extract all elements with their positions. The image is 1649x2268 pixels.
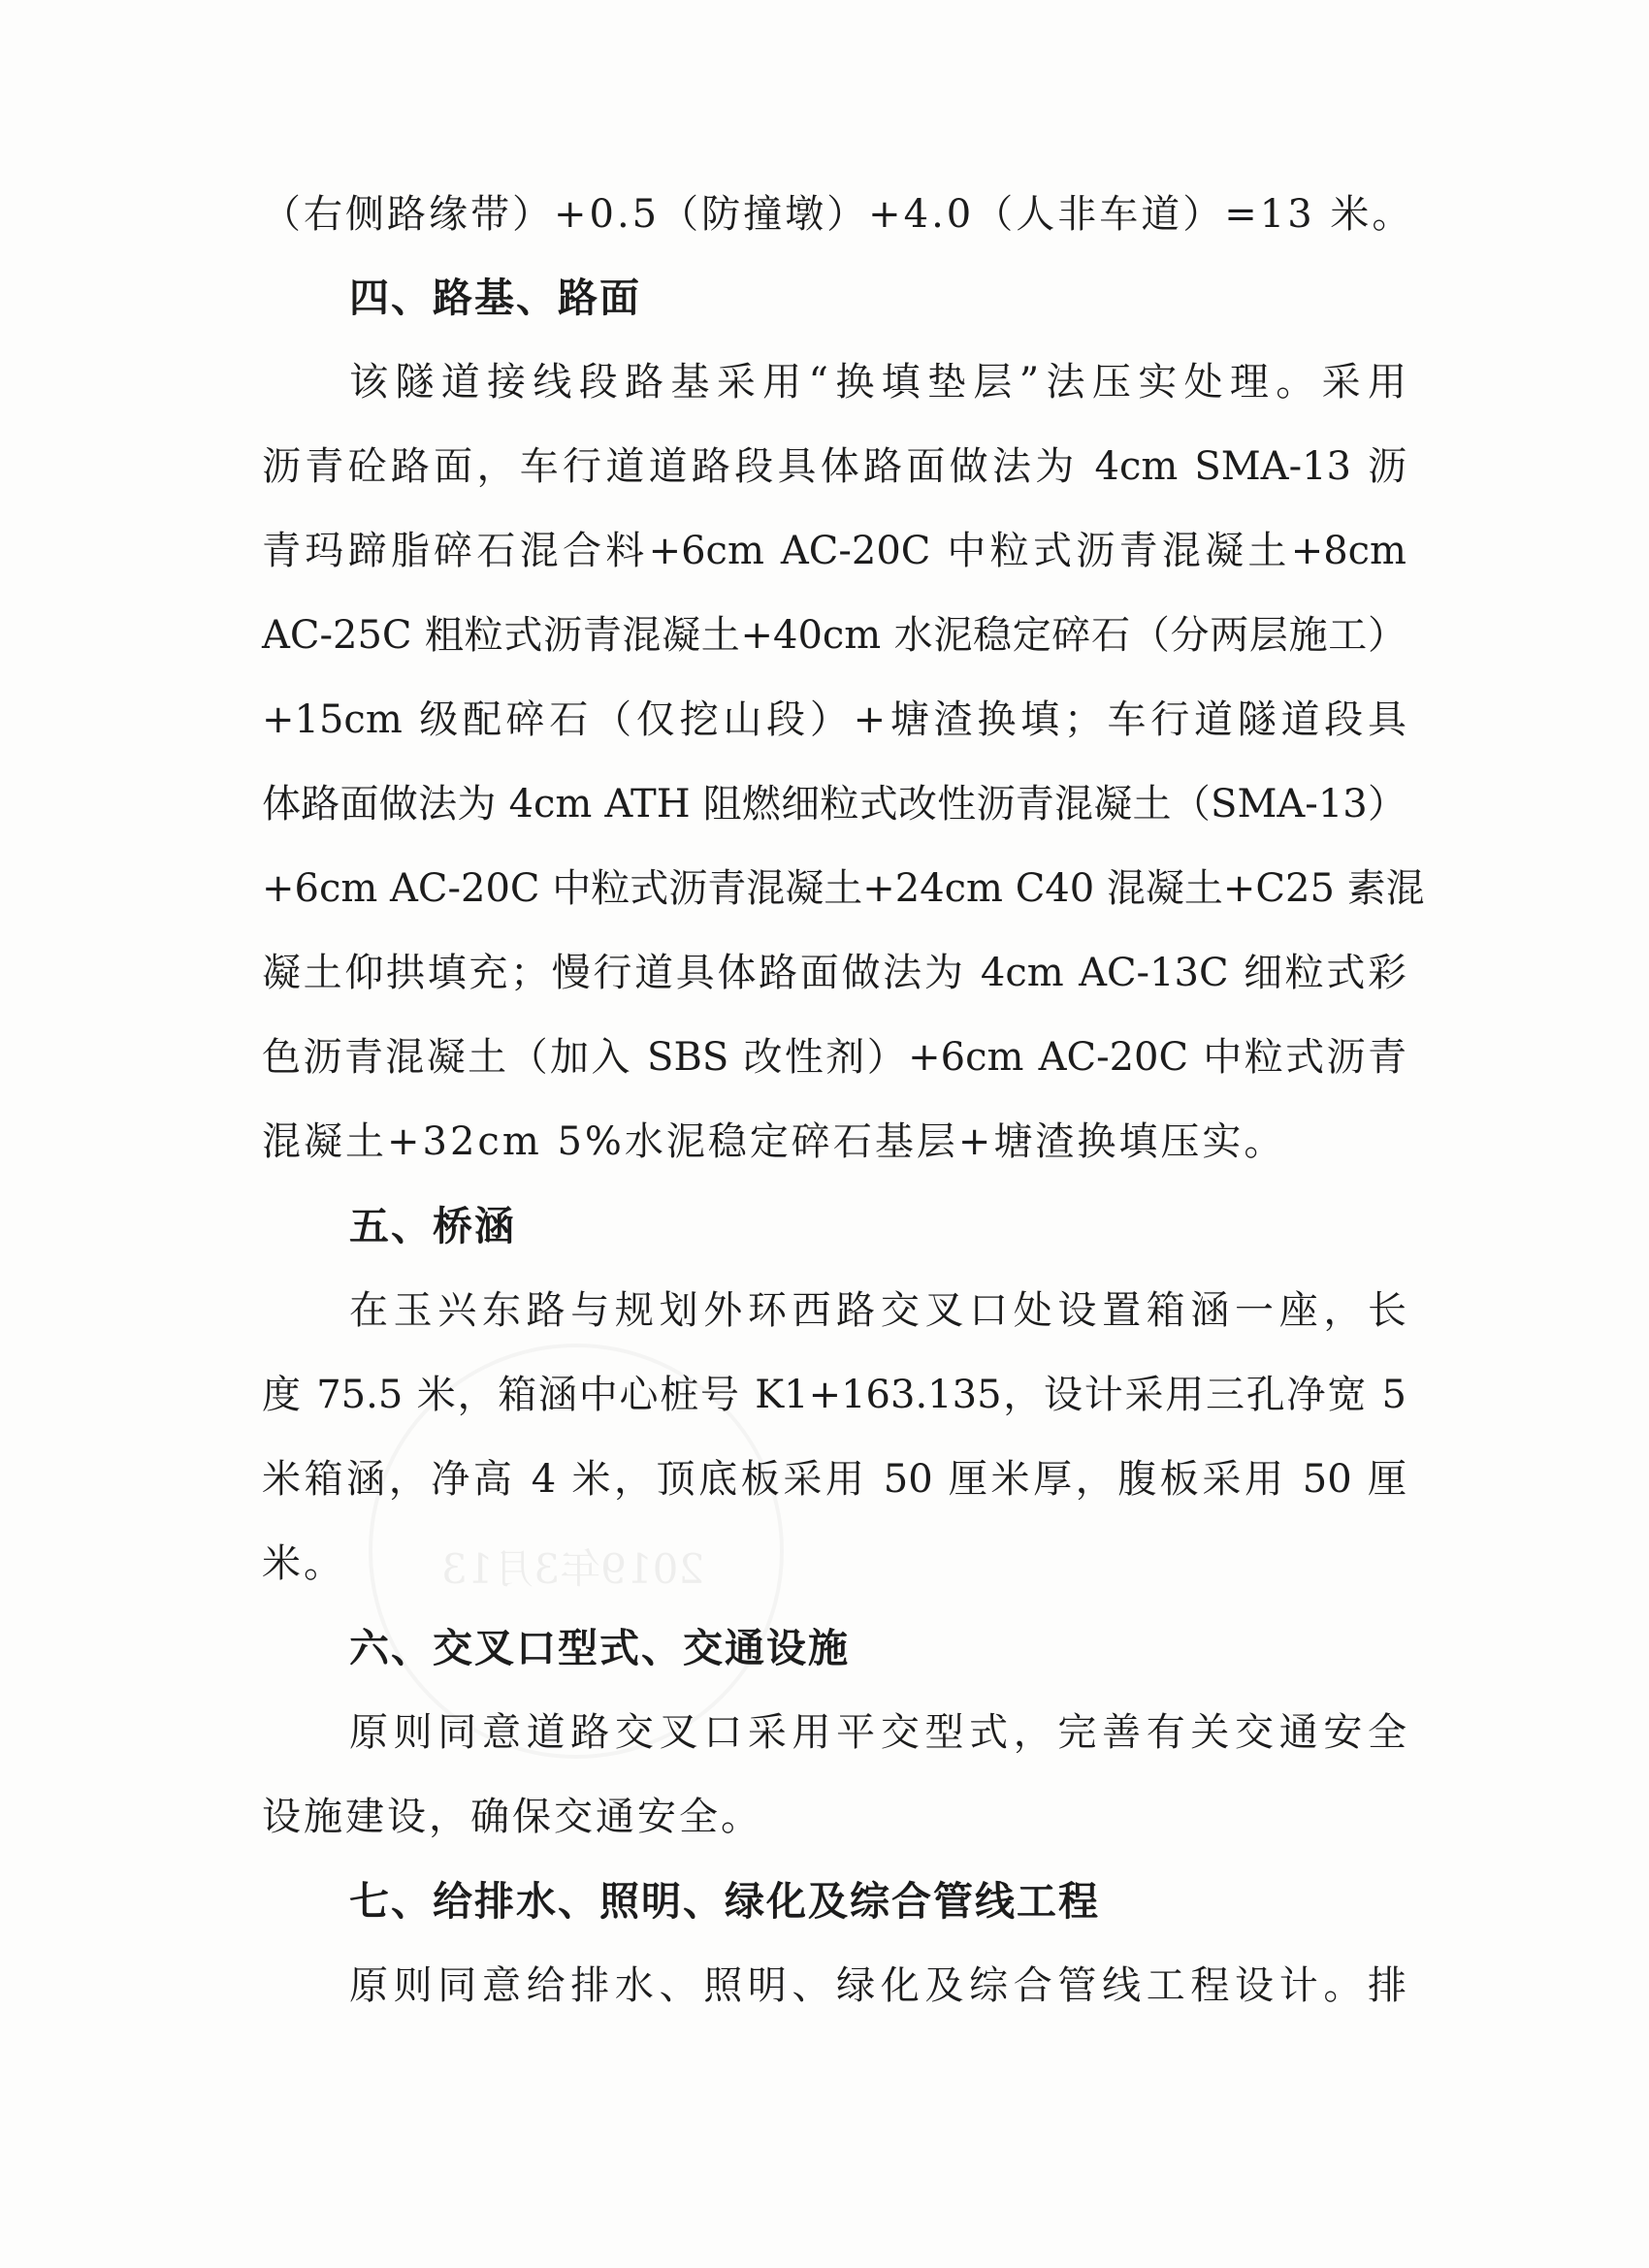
body-line-9: 凝土仰拱填充；慢行道具体路面做法为 4cm AC-13C 细粒式彩	[262, 951, 1406, 995]
body-line-2: 该隧道接线段路基采用“换填垫层”法压实处理。采用	[349, 360, 1406, 405]
body-line-17: 设施建设，确保交通安全。	[262, 1795, 762, 1839]
section-heading-5: 五、桥涵	[349, 1203, 516, 1249]
body-line-8: +6cm AC-20C 中粒式沥青混凝土+24cm C40 混凝土+C25 素混	[262, 866, 1425, 911]
body-line-1: （右侧路缘带）+0.5（防撞墩）+4.0（人非车道）=13 米。	[262, 192, 1414, 237]
body-line-16: 原则同意道路交叉口采用平交型式，完善有关交通安全	[349, 1710, 1406, 1755]
body-line-14: 米箱涵，净高 4 米，顶底板采用 50 厘米厚，腹板采用 50 厘	[262, 1457, 1406, 1502]
body-line-6: +15cm 级配碎石（仅挖山段）+塘渣换填；车行道隧道段具	[262, 697, 1406, 742]
body-line-5: AC-25C 粗粒式沥青混凝土+40cm 水泥稳定碎石（分两层施工）	[262, 613, 1406, 658]
section-heading-4: 四、路基、路面	[349, 275, 641, 321]
body-line-7: 体路面做法为 4cm ATH 阻燃细粒式改性沥青混凝土（SMA-13）	[262, 782, 1406, 826]
section-heading-6: 六、交叉口型式、交通设施	[349, 1625, 850, 1671]
body-line-13: 度 75.5 米，箱涵中心桩号 K1+163.135，设计采用三孔净宽 5	[262, 1373, 1406, 1417]
body-line-18: 原则同意给排水、照明、绿化及综合管线工程设计。排	[349, 1963, 1406, 2008]
body-line-12: 在玉兴东路与规划外环西路交叉口处设置箱涵一座，长	[349, 1288, 1406, 1333]
body-line-11: 混凝土+32cm 5%水泥稳定碎石基层+塘渣换填压实。	[262, 1119, 1286, 1164]
body-line-15: 米。	[262, 1541, 345, 1586]
body-line-3: 沥青砼路面，车行道道路段具体路面做法为 4cm SMA-13 沥	[262, 444, 1406, 489]
section-heading-7: 七、给排水、照明、绿化及综合管线工程	[349, 1878, 1100, 1925]
seal-date-shadow: 2019年3月13	[441, 1545, 705, 1593]
body-line-4: 青玛蹄脂碎石混合料+6cm AC-20C 中粒式沥青混凝土+8cm	[262, 529, 1406, 573]
body-line-10: 色沥青混凝土（加入 SBS 改性剂）+6cm AC-20C 中粒式沥青	[262, 1035, 1406, 1080]
